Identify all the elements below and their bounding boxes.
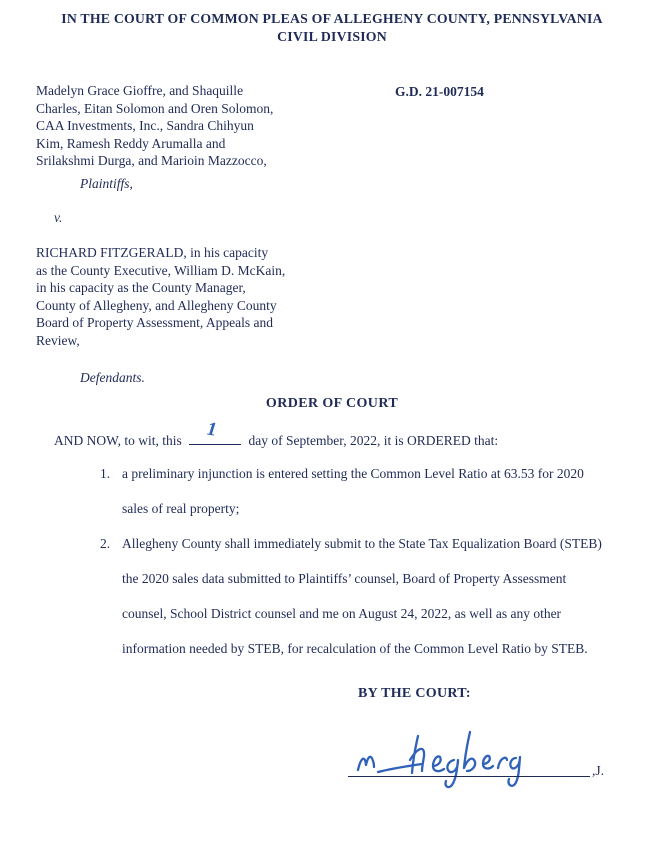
item-line: Allegheny County shall immediately submit to the State Tax Equalization Board (STEB) [122, 536, 602, 551]
order-intro-suffix: day of September, 2022, it is ORDERED that: [248, 433, 499, 448]
item-line: a preliminary injunction is entered setting the Common Level Ratio at 63.53 for 2020 [122, 466, 584, 481]
defendant-line: as the County Executive, William D. McKain, [36, 262, 286, 278]
defendant-caption [36, 244, 376, 350]
plaintiff-line: Kim, Ramesh Reddy Arumalla and [36, 135, 226, 151]
judge-suffix: ,J. [592, 763, 605, 778]
order-intro-prefix: AND NOW, to wit, this [54, 433, 182, 448]
day-blank-line [189, 418, 241, 445]
plaintiff-caption [36, 82, 376, 170]
item-line: sales of real property; [122, 501, 240, 516]
by-the-court-label: BY THE COURT: [358, 686, 471, 701]
docket-number: G.D. 21-007154 [395, 84, 484, 99]
signature-line [348, 776, 590, 777]
item-number: 1. [100, 466, 111, 481]
court-title [0, 10, 664, 46]
order-item-1 [100, 456, 634, 526]
item-number: 2. [100, 536, 111, 551]
item-line: information needed by STEB, for recalculation of the Common Level Ratio by STEB. [122, 641, 588, 656]
item-line: counsel, School District counsel and me on August 24, 2022, as well as any other [122, 606, 562, 621]
order-heading: ORDER OF COURT [265, 396, 399, 411]
plaintiff-line: Srilakshmi Durga, and Marioin Mazzocco, [36, 153, 267, 169]
item-line: the 2020 sales data submitted to Plaintiffs’ counsel, Board of Property Assessment [122, 571, 567, 586]
item-text [122, 526, 634, 666]
defendant-line: Board of Property Assessment, Appeals and [36, 315, 273, 331]
defendant-line: Review, [36, 332, 80, 348]
plaintiff-line: Madelyn Grace Gioffre, and Shaquille [36, 83, 244, 98]
court-title-line1: IN THE COURT OF COMMON PLEAS OF ALLEGHENY COUNTY, PENNSYLVANIA [61, 11, 603, 26]
versus-label: v. [54, 210, 63, 225]
defendant-line: County of Allegheny, and Allegheny County [36, 297, 277, 313]
plaintiffs-label: Plaintiffs, [80, 176, 133, 191]
order-intro [36, 418, 636, 449]
order-item-2 [100, 526, 634, 666]
order-items [100, 456, 634, 666]
defendant-line: RICHARD FITZGERALD, in his capacity [36, 245, 269, 260]
item-text [122, 456, 634, 526]
court-title-line2: CIVIL DIVISION [277, 29, 387, 44]
plaintiff-line: Charles, Eitan Solomon and Oren Solomon, [36, 100, 274, 116]
handwritten-day: 1 [204, 418, 220, 441]
plaintiff-line: CAA Investments, Inc., Sandra Chihyun [36, 118, 254, 134]
defendants-label: Defendants. [80, 370, 145, 385]
judge-signature [350, 716, 590, 800]
defendant-line: in his capacity as the County Manager, [36, 280, 246, 296]
